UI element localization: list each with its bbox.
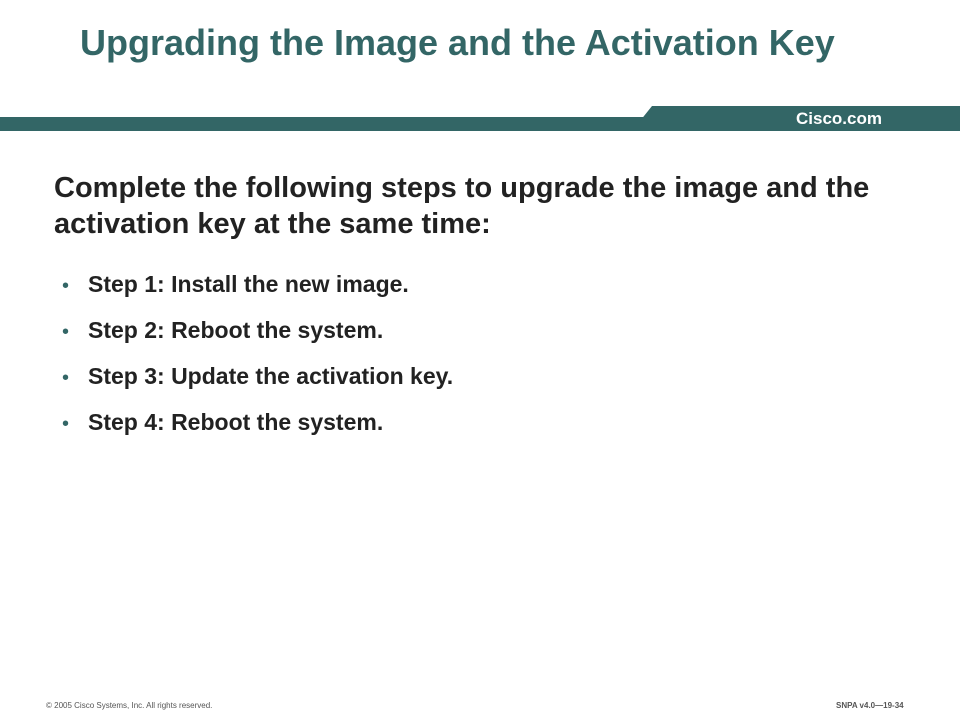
list-item: [62, 266, 902, 312]
steps-list: [62, 266, 902, 450]
list-item: [62, 404, 902, 450]
bullet-icon: •: [62, 413, 70, 435]
step-text: Step 4: Reboot the system.: [88, 409, 384, 435]
cisco-com-logo: Cisco.com: [796, 109, 882, 128]
bullet-icon: •: [62, 275, 70, 297]
step-text: Step 1: Install the new image.: [88, 271, 409, 297]
course-page-number: SNPA v4.0—19-34: [836, 701, 904, 710]
intro-text: Complete the following steps to upgrade the image and the activation key at the same time:: [54, 172, 870, 240]
bullet-icon: •: [62, 321, 70, 343]
step-text: Step 3: Update the activation key.: [88, 363, 454, 389]
list-item: [62, 312, 902, 358]
slide-title: Upgrading the Image and the Activation Key: [80, 22, 835, 63]
copyright-notice: © 2005 Cisco Systems, Inc. All rights reserved.: [46, 701, 213, 710]
step-text: Step 2: Reboot the system.: [88, 317, 384, 343]
bullet-icon: •: [62, 367, 70, 389]
list-item: [62, 358, 902, 404]
